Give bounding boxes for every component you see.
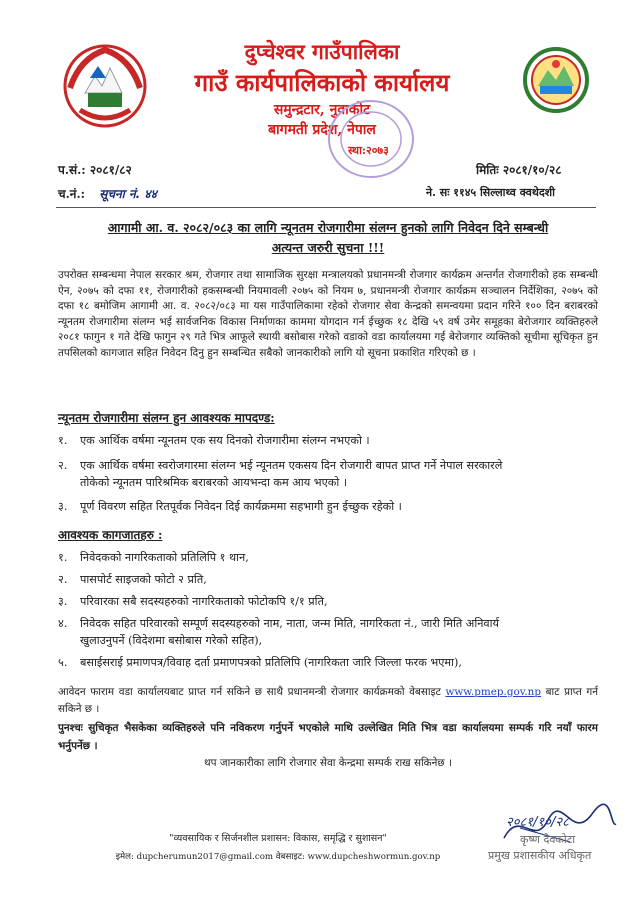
reference-number: प.सं.: २०८१/८२	[58, 163, 132, 177]
list-item: ४. निवेदक सहित परिवारको सम्पूर्ण सदस्यहरुको नाम, नाता, जन्म मिति, नागरिकता नं., जारी मिति अनिवार्य खुलाउनुपर्ने (विदेशमा बसोबास गरेको सहित),	[58, 617, 500, 647]
address-line-2: बागमती प्रदेश, नेपाल	[268, 122, 376, 138]
list-item: १. एक आर्थिक वर्षमा न्यूनतम एक सय दिनको रोजगारीमा संलग्न नभएको ।	[58, 434, 370, 447]
intro-paragraph: उपरोक्त सम्बन्धमा नेपाल सरकार श्रम, रोजगार तथा सामाजिक सुरक्षा मन्त्रालयको प्रधानमन्त्री रोजगार कार्यक्रम अन्तर्गत रोजगारीको हक सम्बन्धी ऐन, २०७५ को दफा ११, रोजगारीको हकसम्बन्धी नियमावली २०७५ को नियम ७, प्रधानमन्त्री रोजगार कार्यक्रम सञ्चालन निर्देशिका, २०७५ को दफा १८ बमोजिम आगामी आ. व. २०८२/०८३ मा यस गाउँपालिकामा रहेको रोजगार सेवा केन्द्रको समन्वयमा प्रदान गरिने १०० दिन बराबरको न्यूनतम रोजगारीमा संलग्न भई सार्वजनिक विकास निर्माणका काममा योगदान गर्न ईच्छुक १८ देखि ५९ वर्ष उमेर समूहका बेरोजगार व्यक्तिहरुले २०८१ फागुन १ गते देखि फागुन २९ गते भित्र आफूले स्थायी बसोबास गरेको वडाको वडा कार्यालयमा गई बेरोजगार व्यक्तिको सूचीमा सूचिकृत हुन तपसिलको कागजात सहित निवेदन दिनु हुन सम्बन्धित सबैको जानकारीको लागि यो सूचना प्रकाशित गरिएको छ ।	[58, 269, 598, 359]
subject-line-2: अत्यन्त जरुरी सुचना !!!	[271, 240, 385, 255]
office-name: गाउँ कार्यपालिकाको कार्यालय	[194, 68, 450, 97]
header-divider	[56, 207, 596, 208]
established-year: स्था:२०७३	[348, 144, 389, 157]
renewal-note: पुनश्चः सुचिकृत भैसकेका व्यक्तिहरुले पनि नविकरण गर्नुपर्ने भएकोले माथि उल्लेखित मिति भित्र वडा कार्यालयमा सम्पर्क गरि नयाँ फारम भर्नुपर्नेछ ।	[58, 722, 598, 752]
signature-date: २०८१/१०/२८	[506, 815, 569, 830]
footer-website[interactable]: www.dupcheshwormun.gov.np	[307, 852, 441, 862]
footer-slogan: "व्यवसायिक र सिर्जनशील प्रशासन: विकास, समृद्धि र सुशासन"	[169, 833, 387, 844]
list-item: २. पासपोर्ट साइजको फोटो २ प्रति,	[58, 573, 207, 586]
footer-email[interactable]: dupcherumun2017@gmail.com	[136, 852, 274, 862]
subject-heading	[58, 218, 598, 258]
form-note: आवेदन फाराम वडा कार्यालयबाट प्राप्त गर्न सकिने छ साथै प्रधानमन्त्री रोजगार कार्यक्रमको वेबसाइट www.pmep.gov.np बाट प्राप्त गर्न सकिने छ ।	[58, 686, 598, 715]
list-item: ५. बसाईसराई प्रमाणपत्र/विवाह दर्ता प्रमाणपत्रको प्रतिलिपि (नागरिकता जारि जिल्ला फरक भएमा),	[58, 656, 462, 669]
signatory-name: कृष्ण देवकोटा	[520, 833, 576, 846]
contact-note: थप जानकारीका लागि रोजगार सेवा केन्द्रमा सम्पर्क राख सकिनेछ ।	[204, 757, 452, 769]
nepal-sambat-date: ने. सः ११४५ सिल्लाथ्व क्वथेदशी	[426, 186, 556, 199]
documents-heading: आवश्यक कागजातहरु :	[58, 528, 163, 542]
list-item: ३. पूर्ण विवरण सहित रितपूर्वक निवेदन दिई कार्यक्रममा सहभागी हुन ईच्छुक रहेको ।	[58, 500, 402, 513]
office-stamp-icon	[326, 98, 416, 180]
signatory-title: प्रमुख प्रशासकीय अधिकृत	[488, 849, 592, 862]
criteria-heading: न्यूनतम रोजगारीमा संलग्न हुन आवश्यक मापदण्ड:	[58, 411, 275, 425]
address-line-1: समुन्द्रटार, नुवाकोट	[273, 102, 371, 118]
dispatch-number: सूचना नं. ४४	[99, 187, 157, 201]
pmep-website-link[interactable]: www.pmep.gov.np	[445, 686, 542, 698]
list-item: २. एक आर्थिक वर्षमा स्वरोजगारमा संलग्न भई न्यूनतम एकसय दिन रोजगारी बापत प्राप्त गर्ने नेपाल सरकारले तोकेको न्यूनतम पारिश्रमिक बराबरको आयभन्दा कम आय भएको ।	[58, 459, 503, 489]
municipality-name: दुप्चेश्वर गाउँपालिका	[244, 39, 400, 64]
letter-date: मितिः २०८१/१०/२८	[476, 163, 562, 177]
list-item: १. निवेदकको नागरिकताको प्रतिलिपि १ थान,	[58, 551, 249, 564]
dispatch-label: च.नं.:	[58, 187, 86, 201]
subject-line-1: आगामी आ. व. २०८२/०८३ का लागि न्यूनतम रोजगारीमा संलग्न हुनको लागि निवेदन दिने सम्बन्धी	[107, 220, 549, 235]
footer-contact: इमेल: dupcherumun2017@gmail.com वेबसाइट: www.dupcheshwormun.gov.np	[115, 852, 441, 862]
list-item: ३. परिवारका सबै सदस्यहरुको नागरिकताको फोटोकपि १/१ प्रति,	[58, 595, 328, 608]
